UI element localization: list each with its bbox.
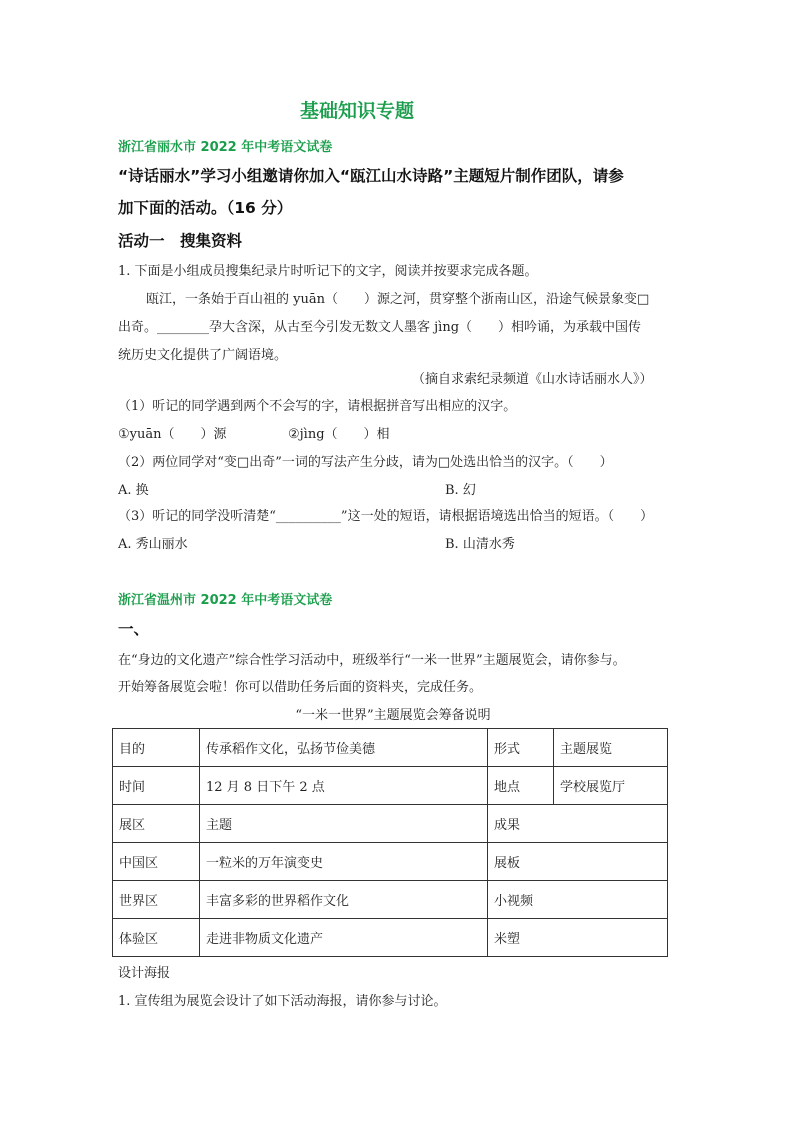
- intro-line-2: 加下面的活动。（16 分）: [118, 199, 293, 217]
- passage-line-3: 统历史文化提供了广阔语境。: [118, 348, 288, 363]
- option-b: B. 山清水秀: [445, 537, 515, 552]
- table-row: [113, 881, 668, 919]
- table-row: [113, 805, 668, 843]
- option-a: A. 秀山丽水: [118, 537, 188, 552]
- sub-question-2: （2）两位同学对“变□出奇”一词的写法产生分歧，请为□处选出恰当的汉字。（ ）: [118, 455, 613, 470]
- sub-question-3: （3）听记的同学没听清楚“__________”这一处的短语，请根据语境选出恰当的短语。（ ）: [118, 509, 654, 524]
- option-b: B. 幻: [445, 483, 476, 498]
- table-cell: 主题: [200, 805, 488, 843]
- table-cell: 走进非物质文化遗产: [200, 919, 488, 957]
- table-cell: 丰富多彩的世界稻作文化: [200, 881, 488, 919]
- table-cell: 米塑: [488, 919, 668, 957]
- poster-heading: 设计海报: [118, 966, 171, 981]
- passage-line-2: 出奇。________孕大含深，从古至今引发无数文人墨客 jìng（ ）相吟诵，为承载中国传: [118, 320, 642, 335]
- table-cell: 主题展览: [554, 729, 668, 767]
- table-cell: 形式: [488, 729, 554, 767]
- table-row: [113, 767, 668, 805]
- table-cell: 体验区: [113, 919, 200, 957]
- table-cell: 目的: [113, 729, 200, 767]
- question-1: 1. 下面是小组成员搜集纪录片时听记下的文字，阅读并按要求完成各题。: [118, 264, 538, 279]
- table-row: [113, 843, 668, 881]
- table-cell: 时间: [113, 767, 200, 805]
- sub-question-1-blank-b: ②jìng（ ）相: [288, 427, 390, 442]
- exhibition-plan-table: [112, 728, 668, 957]
- activity-heading: 活动一 搜集资料: [118, 232, 243, 250]
- sub-question-1-blank-a: ①yuān（ ）源: [118, 427, 227, 442]
- option-a: A. 换: [118, 483, 149, 498]
- intro-line-3: 在“身边的文化遗产”综合性学习活动中，班级举行“一米一世界”主题展览会，请你参与。: [118, 653, 626, 668]
- table-cell: 世界区: [113, 881, 200, 919]
- table-cell: 学校展览厅: [554, 767, 668, 805]
- poster-question: 1. 宣传组为展览会设计了如下活动海报，请你参与讨论。: [118, 994, 447, 1009]
- exam-source-wenzhou: 浙江省温州市 2022 年中考语文试卷: [118, 593, 333, 608]
- table-cell: 展板: [488, 843, 668, 881]
- table-caption: “一米一世界”主题展览会筹备说明: [295, 708, 491, 723]
- table-cell: 成果: [488, 805, 668, 843]
- table-cell: 地点: [488, 767, 554, 805]
- exam-source-lishui: 浙江省丽水市 2022 年中考语文试卷: [118, 140, 333, 155]
- page-title: 基础知识专题: [299, 100, 414, 122]
- table-row: [113, 919, 668, 957]
- table-cell: 传承稻作文化，弘扬节俭美德: [200, 729, 488, 767]
- table-row: [113, 729, 668, 767]
- intro-line-1: “诗话丽水”学习小组邀请你加入“瓯江山水诗路”主题短片制作团队，请参: [118, 167, 624, 185]
- passage-line-1: 瓯江，一条始于百山祖的 yuān（ ）源之河，贯穿整个浙南山区，沿途气候景象变□: [146, 292, 650, 307]
- table-cell: 展区: [113, 805, 200, 843]
- section-number: 一、: [118, 620, 150, 638]
- table-cell: 12 月 8 日下午 2 点: [200, 767, 488, 805]
- table-cell: 小视频: [488, 881, 668, 919]
- passage-citation: （摘自求索纪录频道《山水诗话丽水人》）: [412, 372, 653, 387]
- table-cell: 一粒米的万年演变史: [200, 843, 488, 881]
- table-cell: 中国区: [113, 843, 200, 881]
- intro-line-4: 开始筹备展览会啦！你可以借助任务后面的资料夹，完成任务。: [118, 680, 483, 695]
- sub-question-1: （1）听记的同学遇到两个不会写的字，请根据拼音写出相应的汉字。: [118, 399, 517, 414]
